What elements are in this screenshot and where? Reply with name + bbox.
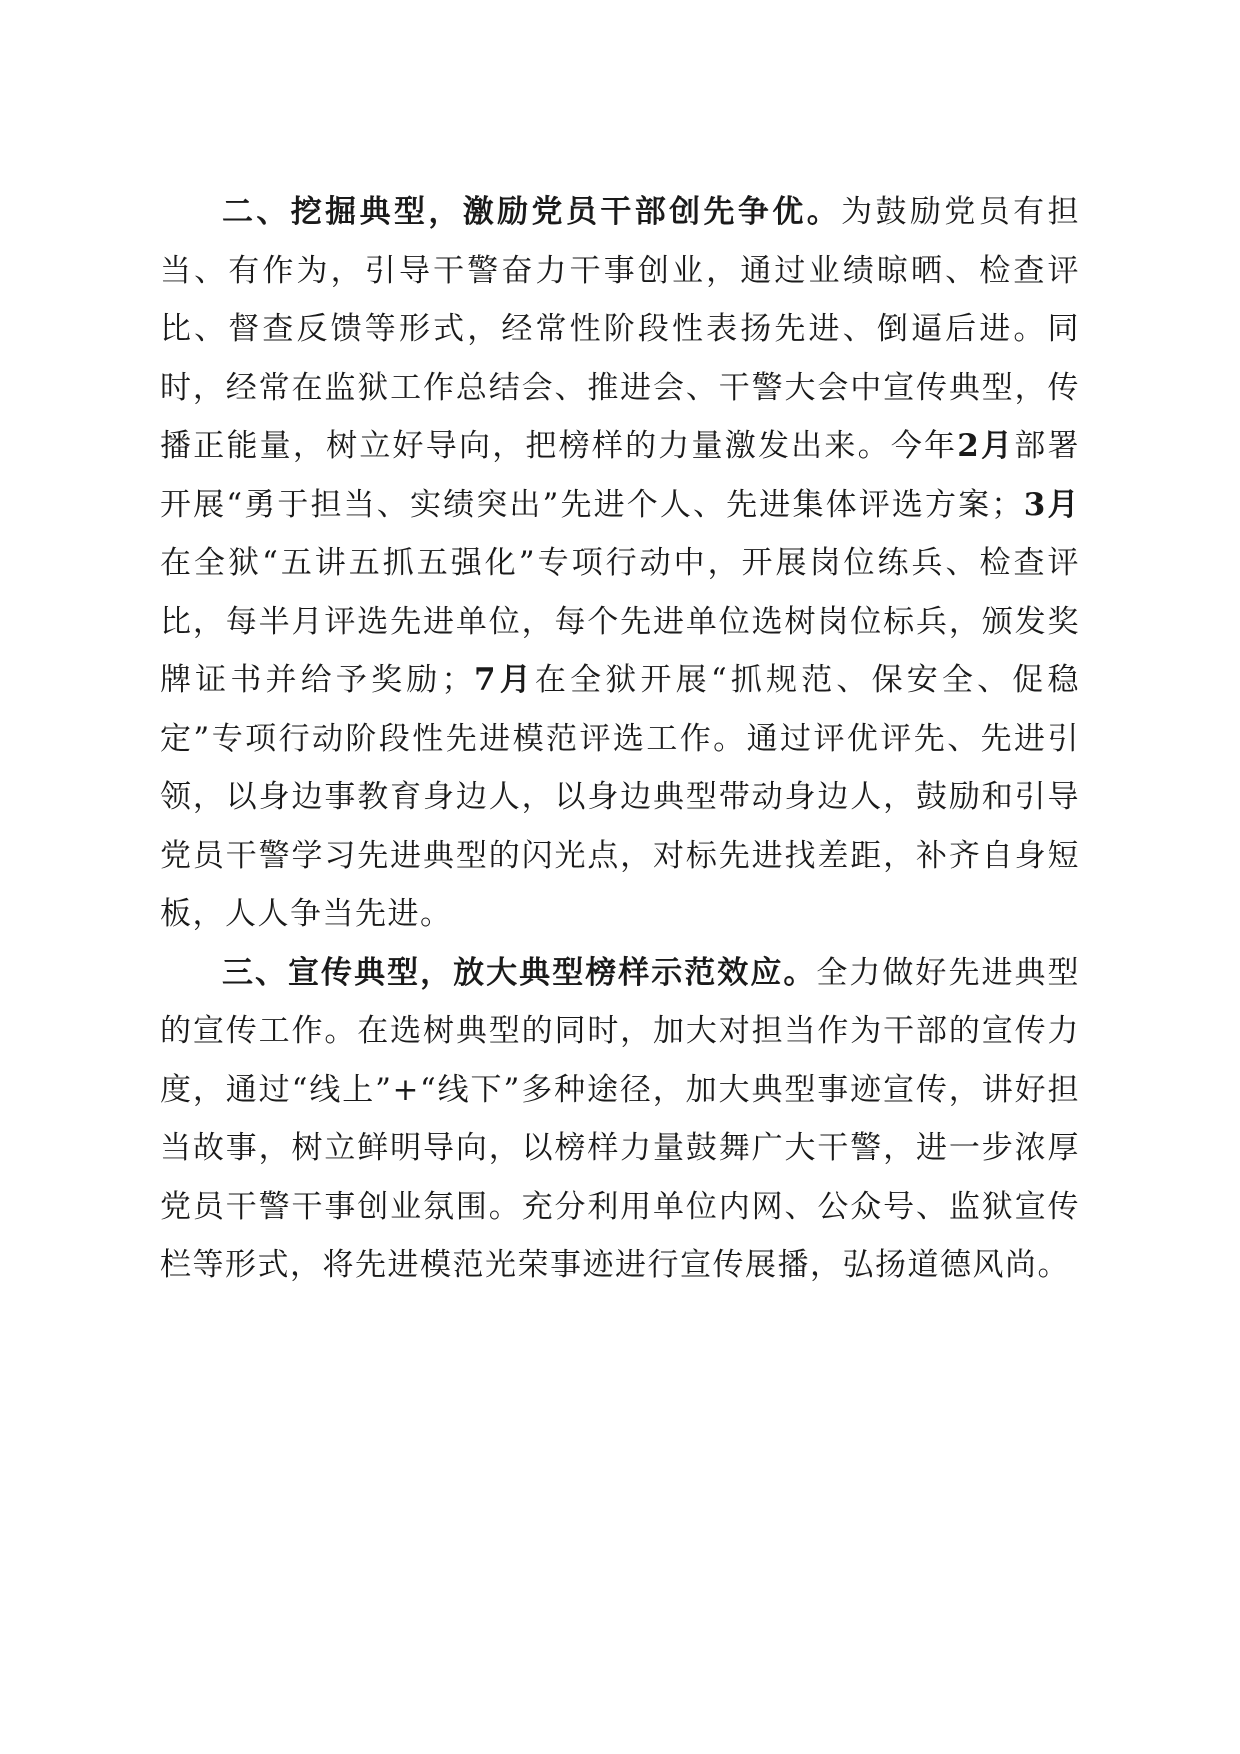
- document-page: [160, 183, 1080, 1295]
- section-3-text: 全力做好先进典型的宣传工作。在选树典型的同时，加大对担当作为干部的宣传力度，通过“线上”+“线下”多种途径，加大典型事迹宣传，讲好担当故事，树立鲜明导向，以榜样力量鼓舞广大干警，进一步浓厚党员干警干事创业氛围。充分利用单位内网、公众号、监狱宣传栏等形式，将先进模范光荣事迹进行宣传展播，弘扬道德风尚。: [160, 954, 1080, 1283]
- month-feb: 2月: [957, 428, 1015, 464]
- section-3-paragraph: [160, 944, 1080, 1295]
- month-mar: 3月: [1023, 486, 1080, 523]
- section-2-paragraph: [160, 183, 1080, 944]
- section-2-text-part-3: 在全狱“五讲五抓五强化”专项行动中，开展岗位练兵、检查评比，每半月评选先进单位，每个先进单位选树岗位标兵，颁发奖牌证书并给予奖励；: [160, 545, 1080, 698]
- section-2-text-part-1: 为鼓励党员有担当、有作为，引导干警奋力干事创业，通过业绩晾晒、检查评比、督查反馈等形式，经常性阶段性表扬先进、倒逼后进。同时，经常在监狱工作总结会、推进会、干警大会中宣传典型，传播正能量，树立好导向，把榜样的力量激发出来。今年: [160, 194, 1080, 464]
- month-jul: 7月: [473, 662, 535, 698]
- section-3-heading: 三、宣传典型，放大典型榜样示范效应。: [222, 954, 817, 991]
- section-2-heading: 二、挖掘典型，激励党员干部创先争优。: [222, 194, 842, 230]
- section-2-text-part-4: 在全狱开展“抓规范、保安全、促稳定”专项行动阶段性先进模范评选工作。通过评优评先、先进引领，以身边事教育身边人，以身边典型带动身边人，鼓励和引导党员干警学习先进典型的闪光点，对标先进找差距，补齐自身短板，人人争当先进。: [160, 662, 1080, 932]
- section-2-text-part-2: 部署开展“勇于担当、实绩突出”先进个人、先进集体评选方案；: [160, 428, 1081, 523]
